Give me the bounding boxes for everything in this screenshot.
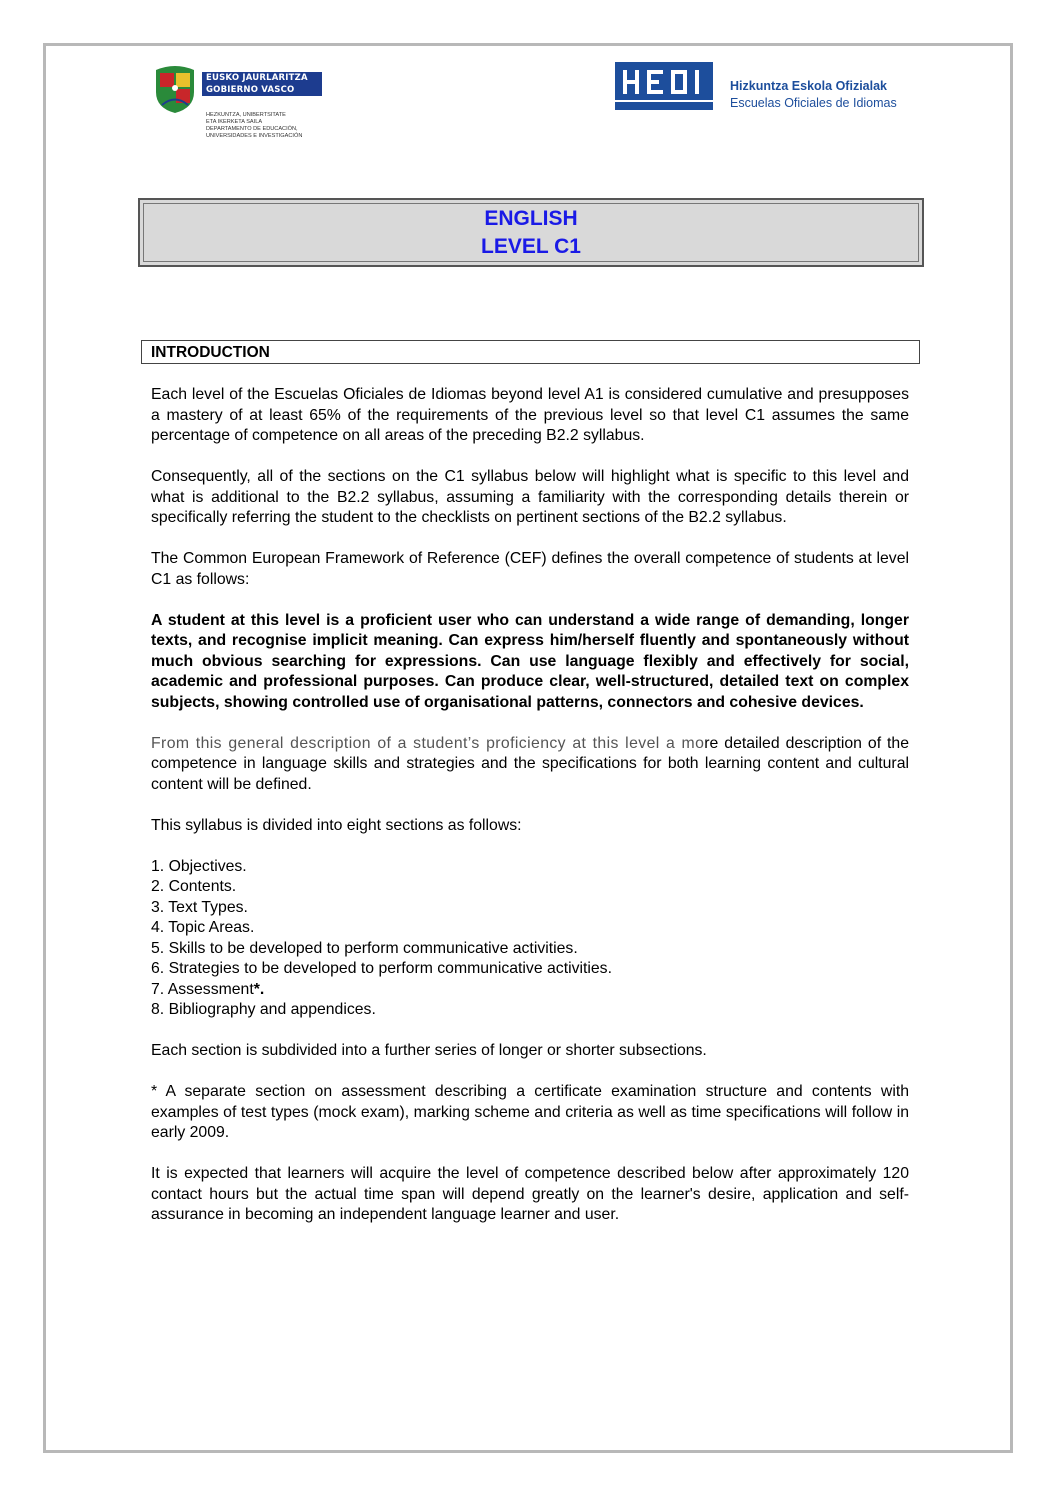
list-item-text: 7. Assessment: [151, 980, 254, 998]
paragraph-lead: From this general description of a student’s proficiency at this level a mo: [151, 734, 705, 752]
language-schools-name-spanish: Escuelas Oficiales de Idiomas: [730, 96, 897, 110]
department-line: ETA IKERKETA SAILA: [206, 119, 263, 125]
document-title-language: ENGLISH: [484, 207, 578, 230]
basque-government-logo: [150, 62, 350, 152]
sections-list: [151, 857, 909, 1021]
paragraph-rest: re detailed description of the competence in language skills and strategies and the specifications for both learning content and cultural content will be defined.: [151, 734, 909, 793]
government-name-spanish: GOBIERNO VASCO: [206, 85, 295, 95]
paragraph: Consequently, all of the sections on the C1 syllabus below will highlight what is specific to this level and what is additional to the B2.2 syllabus, assuming a familiarity with the corresponding details therein or specifically referring the student to the checklists on pertinent sections of the B2.2 syllabus.: [151, 468, 909, 526]
list-item: 5. Skills to be developed to perform communicative activities.: [151, 939, 578, 957]
department-name: [206, 112, 356, 140]
list-item: 1. Objectives.: [151, 857, 247, 875]
list-item: 8. Bibliography and appendices.: [151, 1001, 376, 1018]
document-title-level: LEVEL C1: [481, 235, 581, 258]
paragraph: Each level of the Escuelas Oficiales de Idiomas beyond level A1 is considered cumulative and presupposes a mastery of at least 65% of the requirements of the previous level so that level C1 assumes the same percentage of competence on all areas of the preceding B2.2 syllabus.: [151, 386, 909, 444]
paragraph: [151, 734, 909, 796]
language-schools-name-basque: Hizkuntza Eskola Ofizialak: [730, 79, 887, 93]
heoi-mark-icon: [615, 62, 713, 110]
introduction-body: [151, 385, 909, 1246]
list-item: 6. Strategies to be developed to perform communicative activities.: [151, 960, 612, 977]
language-schools-logo: [615, 62, 915, 114]
section-heading: INTRODUCTION: [151, 344, 270, 361]
section-heading-box: [141, 340, 920, 364]
cef-definition-paragraph: A student at this level is a proficient user who can understand a wide range of demanding, longer texts, and recognise implicit meaning. Can express him/herself fluently and spontaneously without much obvious searching for expressions. Can use language flexibly and effectively for social, academic and professional purposes. Can produce clear, well-structured, detailed text on complex subjects, showing controlled use of organisational patterns, connectors and cohesive devices.: [151, 611, 909, 711]
footnote-mark: *.: [253, 980, 265, 998]
department-line: DEPARTAMENTO DE EDUCACIÓN,: [206, 126, 298, 132]
department-line: HEZKUNTZA, UNIBERTSITATE: [206, 112, 286, 118]
list-item: [151, 980, 909, 1001]
document-title-box: [138, 198, 924, 267]
department-line: UNIVERSIDADES E INVESTIGACIÓN: [206, 133, 303, 139]
list-item: 3. Text Types.: [151, 898, 248, 916]
coat-of-arms-icon: [150, 64, 200, 114]
government-name-basque: EUSKO JAURLARITZA: [206, 73, 308, 83]
paragraph: The Common European Framework of Reference (CEF) defines the overall competence of students at level C1 as follows:: [151, 550, 909, 588]
list-item: 2. Contents.: [151, 878, 237, 895]
language-schools-name: [730, 78, 897, 111]
paragraph: This syllabus is divided into eight sections as follows:: [151, 816, 522, 834]
list-item: 4. Topic Areas.: [151, 919, 255, 936]
footnote-paragraph: * A separate section on assessment describing a certificate examination structure and contents with examples of test types (mock exam), marking scheme and criteria as well as time specifications will follow in early 2009.: [151, 1083, 909, 1141]
paragraph: Each section is subdivided into a further series of longer or shorter subsections.: [151, 1042, 707, 1059]
paragraph: It is expected that learners will acquire the level of competence described below after approximately 120 contact hours but the actual time span will depend greatly on the learner's desire, application and self-assurance in becoming an independent language learner and user.: [151, 1165, 909, 1223]
government-name-box: [202, 72, 322, 96]
